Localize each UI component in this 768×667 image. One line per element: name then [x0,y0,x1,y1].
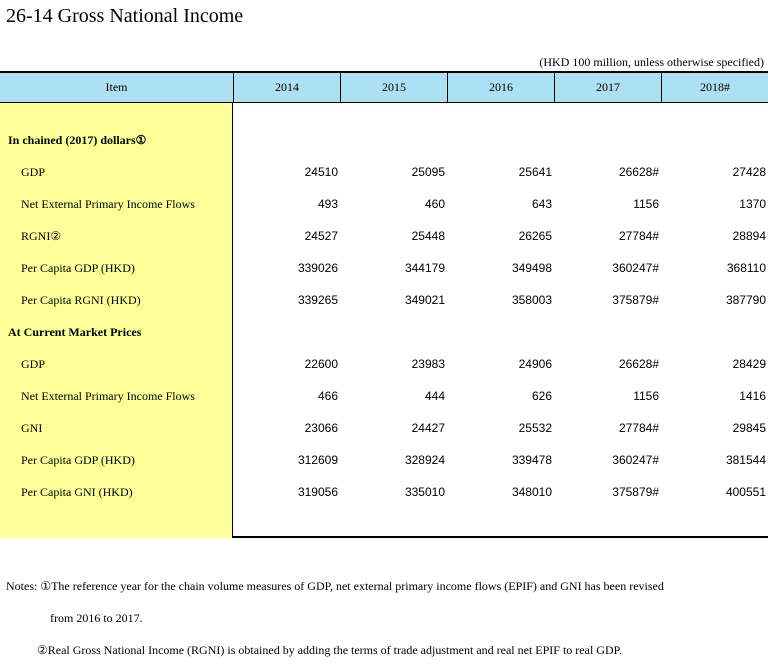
cell-value: 339478 [511,453,552,467]
table-row [0,384,768,408]
row-label: Per Capita RGNI (HKD) [21,293,141,307]
cell-value: 460 [424,197,445,211]
row-label: Per Capita GNI (HKD) [21,485,133,499]
cell-value: 626 [531,389,552,403]
row-label: GDP [21,357,46,371]
cell-value: 27784# [618,229,659,243]
cell-value: 23066 [304,421,338,435]
header-year-2015: 2015 [340,73,447,102]
cell-value: 1370 [739,197,766,211]
cell-value: 375879# [612,485,659,499]
table-row [0,224,768,248]
cell-value: 339026 [297,261,338,275]
cell-value: 26265 [518,229,552,243]
unit-note: (HKD 100 million, unless otherwise specified) [539,55,764,69]
cell-value: 328924 [404,453,445,467]
header-year-2016: 2016 [447,73,554,102]
section-heading-row [0,128,768,152]
cell-value: 344179 [404,261,445,275]
row-label: RGNI② [21,229,62,243]
cell-value: 387790 [725,293,766,307]
header-year-2018: 2018# [661,73,768,102]
cell-value: 1416 [739,389,766,403]
cell-value: 643 [531,197,552,211]
cell-value: 1156 [633,197,659,211]
table-row [0,416,768,440]
cell-value: 348010 [511,485,552,499]
cell-value: 26628# [618,165,659,179]
cell-value: 368110 [726,261,766,275]
cell-value: 339265 [297,293,338,307]
cell-value: 22600 [304,357,338,371]
row-label: Per Capita GDP (HKD) [21,453,135,467]
table-row [0,192,768,216]
cell-value: 375879# [612,293,659,307]
table-row [0,480,768,504]
row-label: Net External Primary Income Flows [21,197,195,211]
section-heading: In chained (2017) dollars① [8,133,147,147]
cell-value: 400551 [725,485,766,499]
cell-value: 27428 [732,165,766,179]
cell-value: 349021 [404,293,445,307]
cell-value: 25641 [518,165,552,179]
cell-value: 360247# [612,453,659,467]
header-year-2014: 2014 [233,73,340,102]
note-1-continued: from 2016 to 2017. [50,611,143,625]
header-year-2017: 2017 [554,73,661,102]
cell-value: 28894 [732,229,766,243]
row-label: Per Capita GDP (HKD) [21,261,135,275]
cell-value: 312609 [297,453,338,467]
section-heading: At Current Market Prices [8,325,142,339]
table-row [0,288,768,312]
note-1: Notes: ①The reference year for the chain volume measures of GDP, net external primary income flows (EPIF) and GNI has been revised [6,579,664,593]
cell-value: 26628# [618,357,659,371]
cell-value: 25448 [411,229,445,243]
row-label: Net External Primary Income Flows [21,389,195,403]
table-header [0,73,768,103]
cell-value: 24510 [304,165,338,179]
cell-value: 381544 [725,453,766,467]
cell-value: 444 [424,389,445,403]
cell-value: 358003 [511,293,552,307]
cell-value: 349498 [511,261,552,275]
cell-value: 23983 [411,357,445,371]
table-row [0,160,768,184]
cell-value: 25532 [518,421,552,435]
table-row [0,256,768,280]
cell-value: 24906 [518,357,552,371]
note-2: ②Real Gross National Income (RGNI) is obtained by adding the terms of trade adjustment and real net EPIF to real GDP. [37,643,622,657]
cell-value: 360247# [612,261,659,275]
cell-value: 319056 [297,485,338,499]
section-heading-row [0,320,768,344]
cell-value: 335010 [404,485,445,499]
table-row [0,352,768,376]
cell-value: 27784# [618,421,659,435]
cell-value: 493 [317,197,338,211]
table-row [0,448,768,472]
header-item: Item [105,80,128,94]
page-title: 26-14 Gross National Income [6,5,244,27]
cell-value: 28429 [732,357,766,371]
cell-value: 1156 [633,389,659,403]
cell-value: 29845 [732,421,766,435]
row-label: GDP [21,165,46,179]
cell-value: 466 [317,389,338,403]
cell-value: 24427 [411,421,445,435]
income-table [0,71,768,538]
row-label: GNI [21,421,43,435]
cell-value: 25095 [411,165,445,179]
cell-value: 24527 [304,229,338,243]
